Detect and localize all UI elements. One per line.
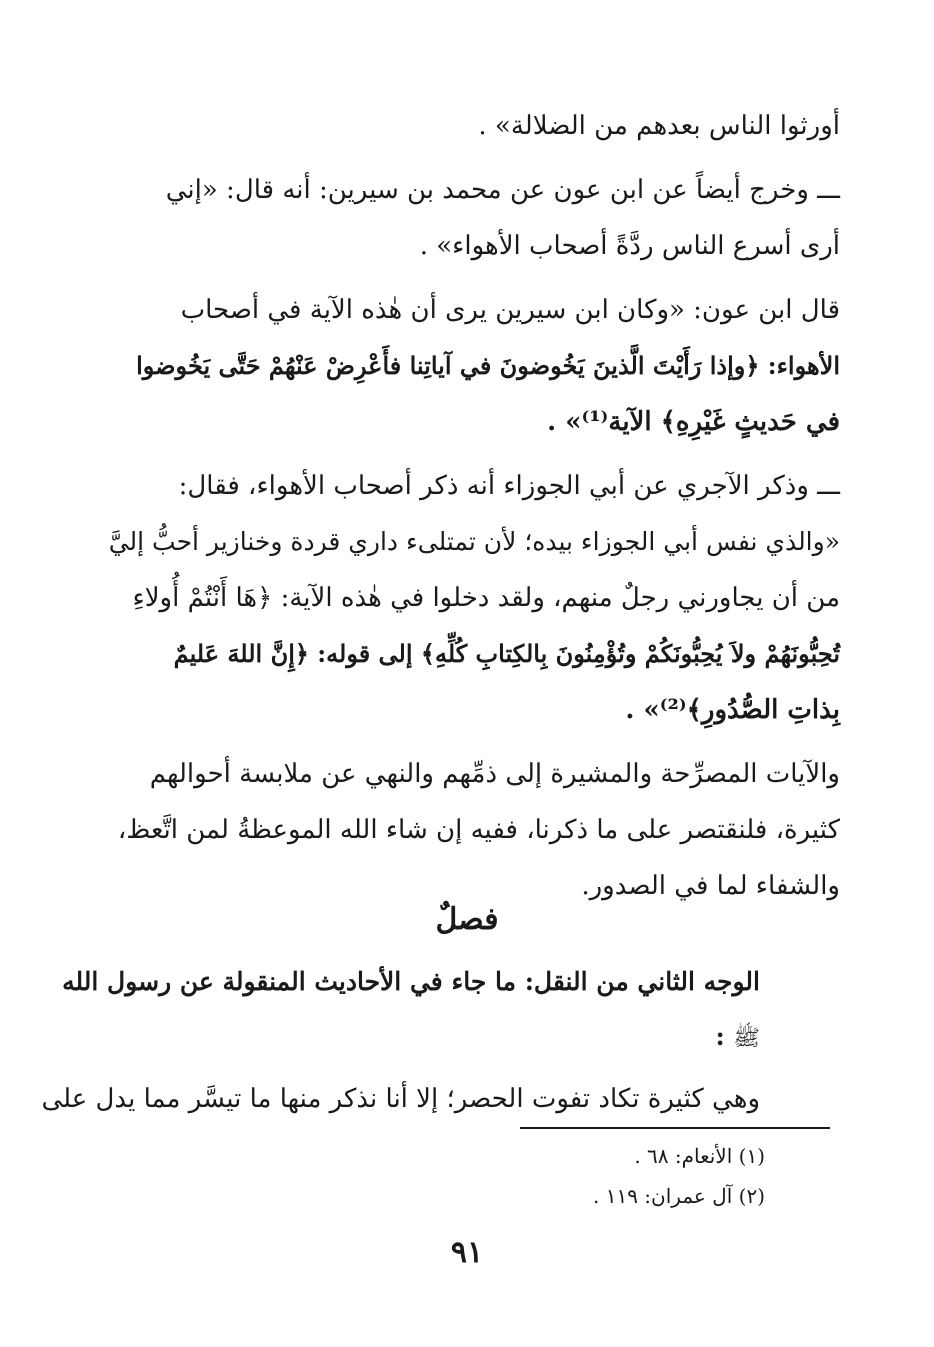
page-number: ٩١ [450,1235,484,1270]
text-line: قال ابن عون: «وكان ابن سيرين يرى أن هٰذه الآية في أصحاب [180,295,840,325]
text-line: «والذي نفس أبي الجوزاء بيده؛ لأن تمتلىء داري قردة وخنازير أحبُّ إليَّ [108,527,840,556]
text-line: كثيرة، فلنقتصر على ما ذكرنا، ففيه إن شاء الله الموعظةُ لمن اتَّعظ، [117,815,840,845]
body-text-line: وهي كثيرة تكاد تفوت الحصر؛ إلا أنا نذكر منها ما تيسَّر مما يدل على [41,1084,760,1114]
section-heading: الوجه الثاني من النقل: ما جاء في الأحاديث المنقولة عن رسول الله [62,967,760,996]
quran-verse-line: تُحِبُّونَهُمْ ولاَ يُحِبُّونَكُمْ وتُؤْمِنُونَ بِالكِتابِ كُلِّهِ﴾ إلى قوله: ﴿إِنَّ اللهَ عَليمٌ [173,639,840,668]
quran-verse-line: في حَديثٍ غَيْرِهِ﴾ الآية⁽¹⁾» . [547,407,840,437]
text-line: أورثوا الناس بعدهم من الضلالة» . [478,111,840,141]
quran-verse-line: الأهواء: ﴿وإذا رَأَيْتَ الَّذينَ يَخُوضونَ في آياتِنا فأَعْرِضْ عَنْهُمْ حَتَّى يَخُوضوا [136,351,840,380]
section-title: فصلٌ [435,902,499,937]
text-line: والآيات المصرِّحة والمشيرة إلى ذمِّهم والنهي عن ملابسة أحوالهم [149,759,840,789]
text-line: ـــ وخرج أيضاً عن ابن عون عن محمد بن سيرين: أنه قال: «إني [165,175,840,205]
text-line: من أن يجاورني رجلٌ منهم، ولقد دخلوا في هٰذه الآية: ﴿هَا أَنْتُمْ أُولاءِ [132,583,840,613]
quran-verse-line: بِذاتِ الصُّدُورِ﴾⁽²⁾» . [625,695,840,725]
heading-colon: : [715,1022,725,1051]
text-line: والشفاء لما في الصدور. [581,871,840,901]
footnote: (٢) آل عمران: ١١٩ . [593,1184,765,1208]
salawat-icon: ﷺ [733,1026,760,1051]
main-text [100,98,840,914]
footnote-divider [520,1127,830,1129]
text-line: أرى أسرع الناس ردَّةً أصحاب الأهواء» . [419,231,840,261]
footnote: (١) الأنعام: ٦٨ . [634,1144,765,1168]
text-line: ـــ وذكر الآجري عن أبي الجوزاء أنه ذكر أصحاب الأهواء، فقال: [178,471,840,501]
footnotes [500,1136,765,1216]
section-heading-continuation [100,1010,760,1066]
